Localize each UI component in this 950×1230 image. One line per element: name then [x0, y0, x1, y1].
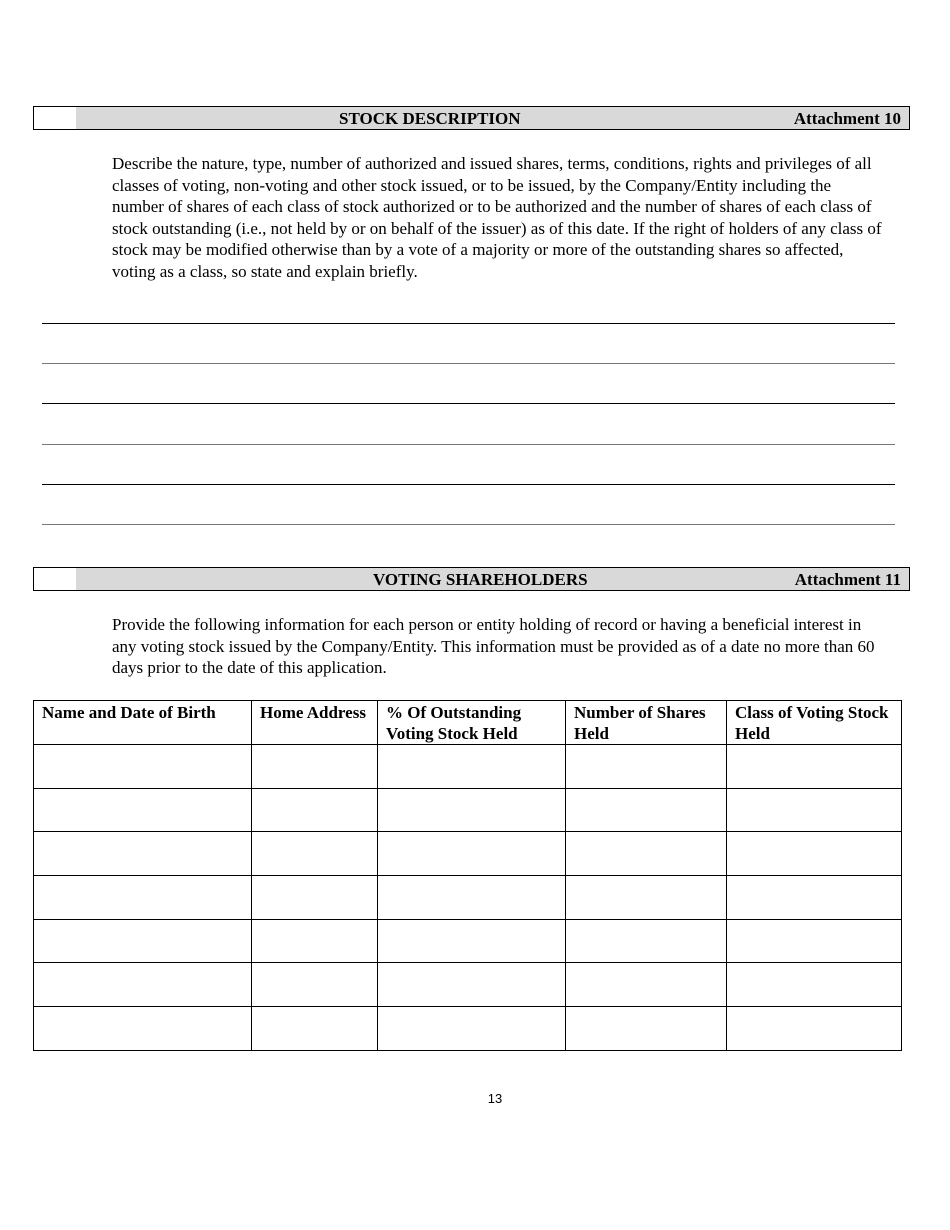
table-row — [34, 876, 902, 920]
home-address-cell[interactable] — [252, 1007, 378, 1051]
percent-cell[interactable] — [378, 919, 566, 963]
shares-cell[interactable] — [566, 1007, 727, 1051]
name-dob-cell[interactable] — [34, 876, 252, 920]
voting-shareholders-header — [33, 567, 910, 591]
home-address-cell[interactable] — [252, 832, 378, 876]
class-cell[interactable] — [727, 745, 902, 789]
header-home-address: Home Address — [252, 701, 378, 745]
header-class-of-stock: Class of Voting Stock Held — [727, 701, 902, 745]
answer-line-2[interactable] — [42, 363, 895, 364]
percent-cell[interactable] — [378, 1007, 566, 1051]
shares-cell[interactable] — [566, 788, 727, 832]
voting-shareholders-instructions: Provide the following information for each person or entity holding of record or having a beneficial interest in any voting stock issued by the Company/Entity. This information must be provided as of a date no more than 60 days prior to the date of this application. — [112, 615, 875, 678]
stock-description-title: STOCK DESCRIPTION — [339, 109, 521, 128]
shares-cell[interactable] — [566, 832, 727, 876]
percent-cell[interactable] — [378, 745, 566, 789]
answer-line-1[interactable] — [42, 323, 895, 324]
shares-cell[interactable] — [566, 963, 727, 1007]
page-number: 13 — [487, 1091, 503, 1106]
class-cell[interactable] — [727, 1007, 902, 1051]
header-percent-outstanding: % Of Outstanding Voting Stock Held — [378, 701, 566, 745]
table-row — [34, 919, 902, 963]
class-cell[interactable] — [727, 919, 902, 963]
table-row — [34, 1007, 902, 1051]
home-address-cell[interactable] — [252, 919, 378, 963]
table-row — [34, 788, 902, 832]
shares-cell[interactable] — [566, 876, 727, 920]
home-address-cell[interactable] — [252, 876, 378, 920]
class-cell[interactable] — [727, 876, 902, 920]
table-header-row — [34, 701, 902, 745]
voting-shareholders-table — [33, 700, 902, 1051]
class-cell[interactable] — [727, 832, 902, 876]
home-address-cell[interactable] — [252, 963, 378, 1007]
percent-cell[interactable] — [378, 963, 566, 1007]
stock-description-instructions: Describe the nature, type, number of authorized and issued shares, terms, conditions, rights and privileges of all classes of voting, non-voting and other stock issued, or to be issued, by the Company/Entity including the number of shares of each class of stock authorized or to be authorized and the number of shares of each class of stock outstanding (i.e., not held by or on behalf of the issuer) as of this date. If the right of holders of any class of stock may be modified otherwise than by a vote of a majority or more of the outstanding shares so affected, voting as a class, so state and explain briefly. — [112, 154, 882, 281]
home-address-cell[interactable] — [252, 788, 378, 832]
class-cell[interactable] — [727, 963, 902, 1007]
answer-line-6[interactable] — [42, 524, 895, 525]
answer-line-5[interactable] — [42, 484, 895, 485]
header-name-dob: Name and Date of Birth — [34, 701, 252, 745]
shares-cell[interactable] — [566, 919, 727, 963]
shares-cell[interactable] — [566, 745, 727, 789]
name-dob-cell[interactable] — [34, 832, 252, 876]
attachment-10-label: Attachment 10 — [793, 109, 901, 128]
table-row — [34, 832, 902, 876]
voting-shareholders-title: VOTING SHAREHOLDERS — [373, 570, 588, 589]
percent-cell[interactable] — [378, 832, 566, 876]
percent-cell[interactable] — [378, 876, 566, 920]
name-dob-cell[interactable] — [34, 788, 252, 832]
table-row — [34, 745, 902, 789]
answer-line-4[interactable] — [42, 444, 895, 445]
class-cell[interactable] — [727, 788, 902, 832]
name-dob-cell[interactable] — [34, 1007, 252, 1051]
answer-line-3[interactable] — [42, 403, 895, 404]
name-dob-cell[interactable] — [34, 919, 252, 963]
name-dob-cell[interactable] — [34, 745, 252, 789]
percent-cell[interactable] — [378, 788, 566, 832]
attachment-11-label: Attachment 11 — [794, 570, 901, 589]
stock-description-header — [33, 106, 910, 130]
name-dob-cell[interactable] — [34, 963, 252, 1007]
header-number-of-shares: Number of Shares Held — [566, 701, 727, 745]
home-address-cell[interactable] — [252, 745, 378, 789]
table-body — [34, 745, 902, 1051]
table-row — [34, 963, 902, 1007]
